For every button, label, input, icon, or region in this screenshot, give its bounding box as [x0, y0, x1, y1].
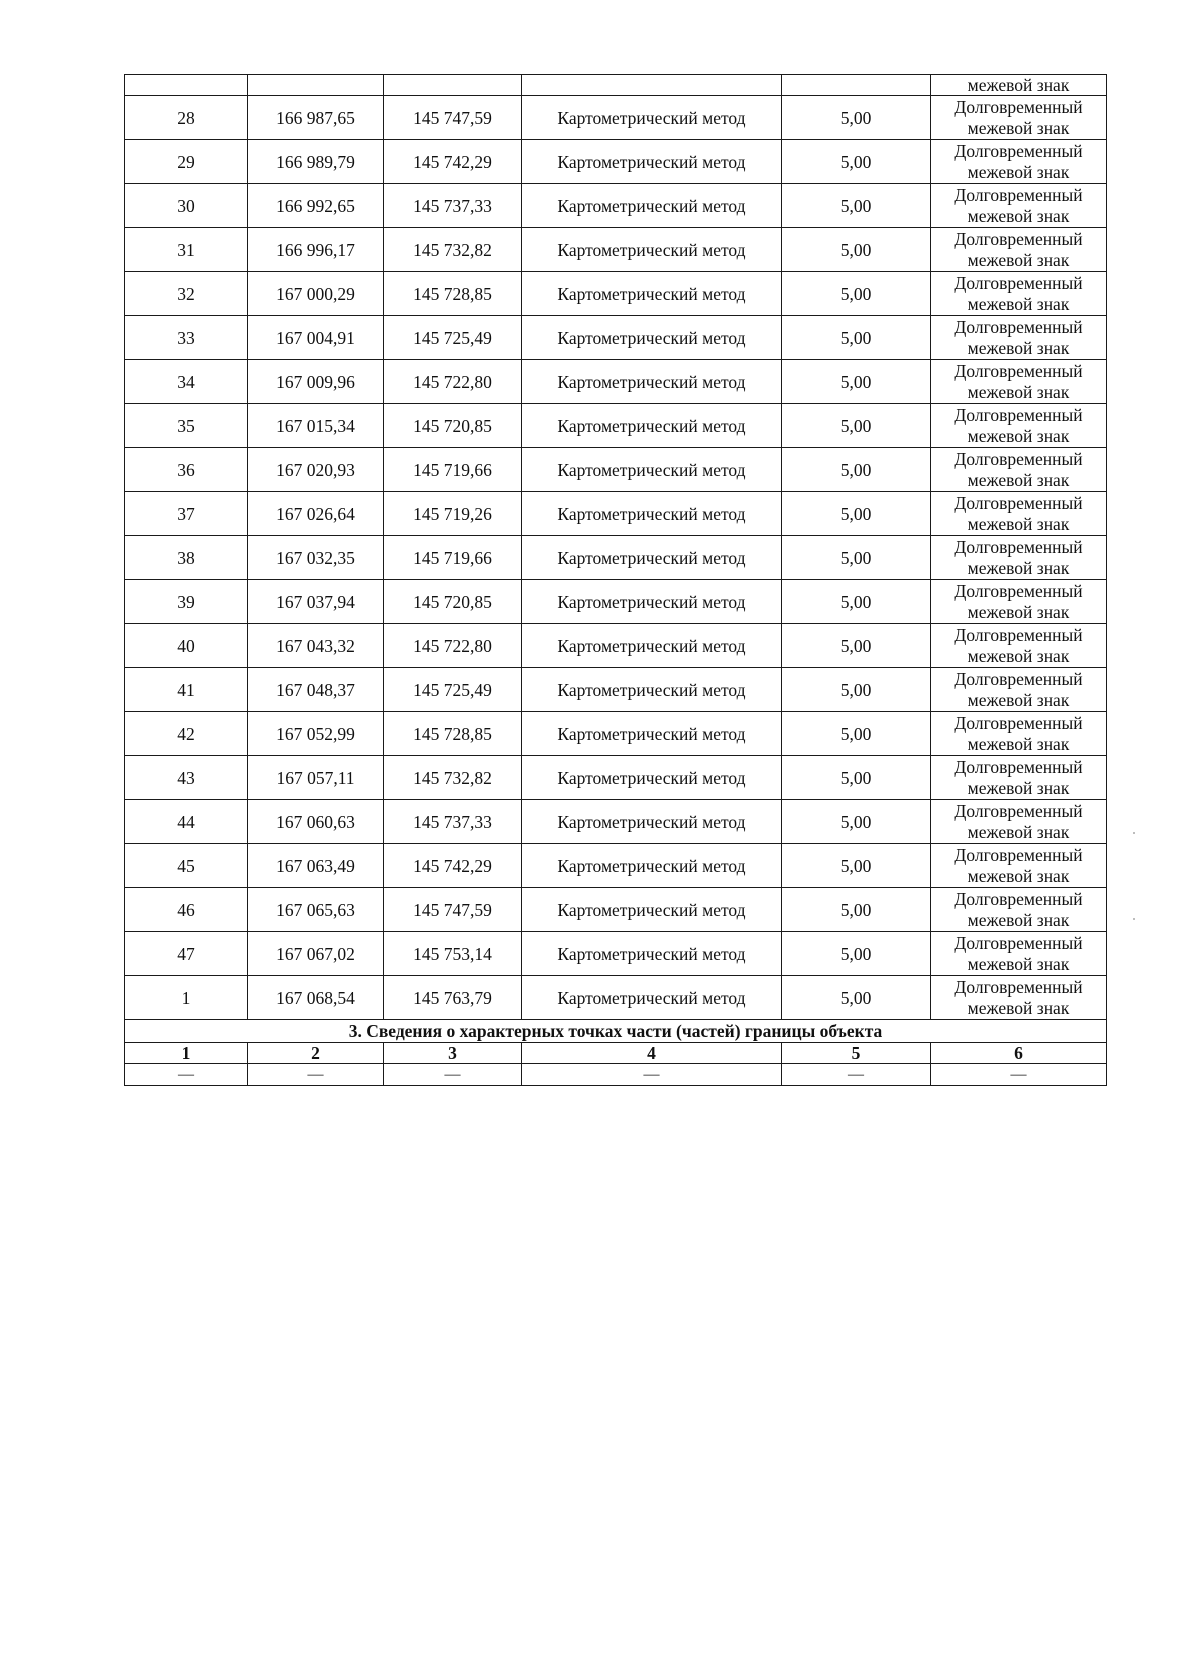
method-cell: Картометрический метод [522, 624, 782, 668]
mark-line-2: межевой знак [967, 513, 1070, 534]
point-number-cell: 33 [125, 316, 248, 360]
x-coordinate-cell: 167 063,49 [248, 844, 384, 888]
accuracy-cell: 5,00 [782, 844, 931, 888]
accuracy-cell: 5,00 [782, 976, 931, 1020]
mark-description-cell [931, 316, 1107, 360]
mark-description-cell [931, 228, 1107, 272]
table-row [125, 360, 1107, 404]
mark-line-1: Долговременный [954, 932, 1083, 953]
table-cell [782, 75, 931, 96]
mark-line-1: Долговременный [954, 580, 1083, 601]
method-cell: Картометрический метод [522, 536, 782, 580]
x-coordinate-cell: 166 987,65 [248, 96, 384, 140]
point-number-cell: 42 [125, 712, 248, 756]
table-row [125, 580, 1107, 624]
y-coordinate-cell: 145 720,85 [384, 404, 522, 448]
mark-line-1: Долговременный [954, 536, 1083, 557]
mark-line-1: Долговременный [954, 316, 1083, 337]
x-coordinate-cell: 166 992,65 [248, 184, 384, 228]
y-coordinate-cell: 145 719,26 [384, 492, 522, 536]
method-cell: Картометрический метод [522, 976, 782, 1020]
mark-line-2: межевой знак [967, 777, 1070, 798]
mark-line-2: межевой знак [967, 293, 1070, 314]
method-cell: Картометрический метод [522, 96, 782, 140]
table-row [125, 844, 1107, 888]
point-number-cell: 37 [125, 492, 248, 536]
y-coordinate-cell: 145 742,29 [384, 140, 522, 184]
table-row [125, 536, 1107, 580]
point-number-cell: 29 [125, 140, 248, 184]
mark-line-2: межевой знак [967, 469, 1070, 490]
point-number-cell: 45 [125, 844, 248, 888]
empty-cell-dash: — [782, 1064, 931, 1086]
mark-description-cell [931, 492, 1107, 536]
table-body [125, 75, 1107, 1086]
mark-description-cell [931, 712, 1107, 756]
y-coordinate-cell: 145 719,66 [384, 448, 522, 492]
x-coordinate-cell: 166 989,79 [248, 140, 384, 184]
x-coordinate-cell: 167 067,02 [248, 932, 384, 976]
mark-description-cell [931, 404, 1107, 448]
table-row [125, 800, 1107, 844]
x-coordinate-cell: 167 015,34 [248, 404, 384, 448]
table-row [125, 140, 1107, 184]
point-number-cell: 41 [125, 668, 248, 712]
mark-description-cell [931, 932, 1107, 976]
x-coordinate-cell: 167 060,63 [248, 800, 384, 844]
mark-description-cell [931, 800, 1107, 844]
continuation-mark-cell: межевой знак [931, 75, 1107, 96]
point-number-cell: 43 [125, 756, 248, 800]
method-cell: Картометрический метод [522, 756, 782, 800]
accuracy-cell: 5,00 [782, 316, 931, 360]
mark-line-1: Долговременный [954, 844, 1083, 865]
mark-description-cell [931, 624, 1107, 668]
y-coordinate-cell: 145 725,49 [384, 316, 522, 360]
x-coordinate-cell: 167 020,93 [248, 448, 384, 492]
mark-line-2: межевой знак [967, 733, 1070, 754]
table-row [125, 448, 1107, 492]
method-cell: Картометрический метод [522, 844, 782, 888]
y-coordinate-cell: 145 728,85 [384, 712, 522, 756]
empty-cell-dash: — [522, 1064, 782, 1086]
accuracy-cell: 5,00 [782, 96, 931, 140]
mark-line-1: Долговременный [954, 976, 1083, 997]
table-cell [384, 75, 522, 96]
y-coordinate-cell: 145 732,82 [384, 756, 522, 800]
column-number-cell: 4 [522, 1043, 782, 1064]
accuracy-cell: 5,00 [782, 184, 931, 228]
accuracy-cell: 5,00 [782, 712, 931, 756]
table-row [125, 932, 1107, 976]
method-cell: Картометрический метод [522, 404, 782, 448]
table-row [125, 712, 1107, 756]
y-coordinate-cell: 145 737,33 [384, 800, 522, 844]
mark-line-1: Долговременный [954, 140, 1083, 161]
mark-line-1: Долговременный [954, 492, 1083, 513]
accuracy-cell: 5,00 [782, 668, 931, 712]
point-number-cell: 34 [125, 360, 248, 404]
column-number-cell: 6 [931, 1043, 1107, 1064]
mark-description-cell [931, 448, 1107, 492]
mark-line-2: межевой знак [967, 161, 1070, 182]
accuracy-cell: 5,00 [782, 228, 931, 272]
x-coordinate-cell: 167 065,63 [248, 888, 384, 932]
x-coordinate-cell: 167 043,32 [248, 624, 384, 668]
point-number-cell: 44 [125, 800, 248, 844]
y-coordinate-cell: 145 719,66 [384, 536, 522, 580]
accuracy-cell: 5,00 [782, 800, 931, 844]
method-cell: Картометрический метод [522, 140, 782, 184]
x-coordinate-cell: 167 052,99 [248, 712, 384, 756]
x-coordinate-cell: 167 032,35 [248, 536, 384, 580]
method-cell: Картометрический метод [522, 932, 782, 976]
table-row [125, 316, 1107, 360]
method-cell: Картометрический метод [522, 272, 782, 316]
table-cell [248, 75, 384, 96]
mark-description-cell [931, 668, 1107, 712]
column-numbers-row [125, 1043, 1107, 1064]
mark-line-2: межевой знак [967, 249, 1070, 270]
point-number-cell: 46 [125, 888, 248, 932]
y-coordinate-cell: 145 725,49 [384, 668, 522, 712]
mark-description-cell [931, 976, 1107, 1020]
mark-line-1: Долговременный [954, 360, 1083, 381]
mark-line-2: межевой знак [967, 601, 1070, 622]
y-coordinate-cell: 145 763,79 [384, 976, 522, 1020]
mark-line-1: Долговременный [954, 712, 1083, 733]
table-row [125, 404, 1107, 448]
mark-line-2: межевой знак [967, 117, 1070, 138]
method-cell: Картометрический метод [522, 712, 782, 756]
mark-line-1: Долговременный [954, 888, 1083, 909]
mark-description-cell [931, 96, 1107, 140]
table-cell [522, 75, 782, 96]
table-row [125, 668, 1107, 712]
point-number-cell: 1 [125, 976, 248, 1020]
accuracy-cell: 5,00 [782, 492, 931, 536]
mark-line-1: Долговременный [954, 228, 1083, 249]
point-number-cell: 39 [125, 580, 248, 624]
method-cell: Картометрический метод [522, 800, 782, 844]
y-coordinate-cell: 145 747,59 [384, 888, 522, 932]
mark-description-cell [931, 888, 1107, 932]
mark-line-2: межевой знак [967, 381, 1070, 402]
point-number-cell: 35 [125, 404, 248, 448]
method-cell: Картометрический метод [522, 888, 782, 932]
column-number-cell: 3 [384, 1043, 522, 1064]
mark-description-cell [931, 272, 1107, 316]
method-cell: Картометрический метод [522, 668, 782, 712]
mark-line-2: межевой знак [967, 953, 1070, 974]
y-coordinate-cell: 145 722,80 [384, 360, 522, 404]
empty-cell-dash: — [931, 1064, 1107, 1086]
y-coordinate-cell: 145 732,82 [384, 228, 522, 272]
point-number-cell: 47 [125, 932, 248, 976]
section-3-title: 3. Сведения о характерных точках части (частей) границы объекта [125, 1020, 1107, 1043]
mark-line-1: Долговременный [954, 800, 1083, 821]
x-coordinate-cell: 167 009,96 [248, 360, 384, 404]
accuracy-cell: 5,00 [782, 624, 931, 668]
accuracy-cell: 5,00 [782, 140, 931, 184]
mark-line-2: межевой знак [967, 821, 1070, 842]
mark-line-2: межевой знак [967, 205, 1070, 226]
y-coordinate-cell: 145 742,29 [384, 844, 522, 888]
y-coordinate-cell: 145 737,33 [384, 184, 522, 228]
table-row [125, 184, 1107, 228]
mark-line-2: межевой знак [967, 909, 1070, 930]
column-number-cell: 5 [782, 1043, 931, 1064]
mark-line-2: межевой знак [967, 557, 1070, 578]
empty-cell-dash: — [248, 1064, 384, 1086]
accuracy-cell: 5,00 [782, 756, 931, 800]
x-coordinate-cell: 167 048,37 [248, 668, 384, 712]
method-cell: Картометрический метод [522, 492, 782, 536]
continuation-row [125, 75, 1107, 96]
mark-line-1: Долговременный [954, 624, 1083, 645]
table-cell [125, 75, 248, 96]
column-number-cell: 1 [125, 1043, 248, 1064]
x-coordinate-cell: 166 996,17 [248, 228, 384, 272]
scan-speck [1133, 832, 1135, 834]
table-row [125, 272, 1107, 316]
y-coordinate-cell: 145 720,85 [384, 580, 522, 624]
mark-description-cell [931, 140, 1107, 184]
table-row [125, 492, 1107, 536]
method-cell: Картометрический метод [522, 448, 782, 492]
method-cell: Картометрический метод [522, 228, 782, 272]
accuracy-cell: 5,00 [782, 536, 931, 580]
accuracy-cell: 5,00 [782, 932, 931, 976]
mark-description-cell [931, 536, 1107, 580]
table-row [125, 756, 1107, 800]
table-row [125, 976, 1107, 1020]
y-coordinate-cell: 145 722,80 [384, 624, 522, 668]
accuracy-cell: 5,00 [782, 580, 931, 624]
point-number-cell: 38 [125, 536, 248, 580]
empty-data-row [125, 1064, 1107, 1086]
accuracy-cell: 5,00 [782, 448, 931, 492]
mark-line-1: Долговременный [954, 184, 1083, 205]
scan-speck [1133, 918, 1135, 920]
mark-description-cell [931, 184, 1107, 228]
table-row [125, 96, 1107, 140]
point-number-cell: 36 [125, 448, 248, 492]
point-number-cell: 40 [125, 624, 248, 668]
boundary-points-table [124, 74, 1107, 1086]
method-cell: Картометрический метод [522, 360, 782, 404]
mark-description-cell [931, 844, 1107, 888]
x-coordinate-cell: 167 004,91 [248, 316, 384, 360]
mark-line-2: межевой знак [967, 689, 1070, 710]
table-row [125, 624, 1107, 668]
mark-line-1: Долговременный [954, 756, 1083, 777]
mark-line-2: межевой знак [967, 865, 1070, 886]
empty-cell-dash: — [125, 1064, 248, 1086]
accuracy-cell: 5,00 [782, 272, 931, 316]
mark-line-1: Долговременный [954, 404, 1083, 425]
mark-line-1: Долговременный [954, 668, 1083, 689]
table-row [125, 228, 1107, 272]
point-number-cell: 28 [125, 96, 248, 140]
point-number-cell: 30 [125, 184, 248, 228]
mark-description-cell [931, 756, 1107, 800]
accuracy-cell: 5,00 [782, 888, 931, 932]
y-coordinate-cell: 145 753,14 [384, 932, 522, 976]
column-number-cell: 2 [248, 1043, 384, 1064]
point-number-cell: 32 [125, 272, 248, 316]
x-coordinate-cell: 167 000,29 [248, 272, 384, 316]
accuracy-cell: 5,00 [782, 404, 931, 448]
x-coordinate-cell: 167 026,64 [248, 492, 384, 536]
method-cell: Картометрический метод [522, 184, 782, 228]
mark-line-2: межевой знак [967, 337, 1070, 358]
table-row [125, 888, 1107, 932]
mark-line-1: Долговременный [954, 272, 1083, 293]
mark-line-1: Долговременный [954, 448, 1083, 469]
x-coordinate-cell: 167 057,11 [248, 756, 384, 800]
empty-cell-dash: — [384, 1064, 522, 1086]
mark-line-1: Долговременный [954, 96, 1083, 117]
section-3-heading-row [125, 1020, 1107, 1043]
method-cell: Картометрический метод [522, 580, 782, 624]
mark-description-cell [931, 580, 1107, 624]
y-coordinate-cell: 145 747,59 [384, 96, 522, 140]
mark-description-cell [931, 360, 1107, 404]
x-coordinate-cell: 167 037,94 [248, 580, 384, 624]
y-coordinate-cell: 145 728,85 [384, 272, 522, 316]
method-cell: Картометрический метод [522, 316, 782, 360]
mark-line-2: межевой знак [967, 425, 1070, 446]
mark-line-2: межевой знак [967, 645, 1070, 666]
x-coordinate-cell: 167 068,54 [248, 976, 384, 1020]
point-number-cell: 31 [125, 228, 248, 272]
mark-line-2: межевой знак [967, 997, 1070, 1018]
accuracy-cell: 5,00 [782, 360, 931, 404]
